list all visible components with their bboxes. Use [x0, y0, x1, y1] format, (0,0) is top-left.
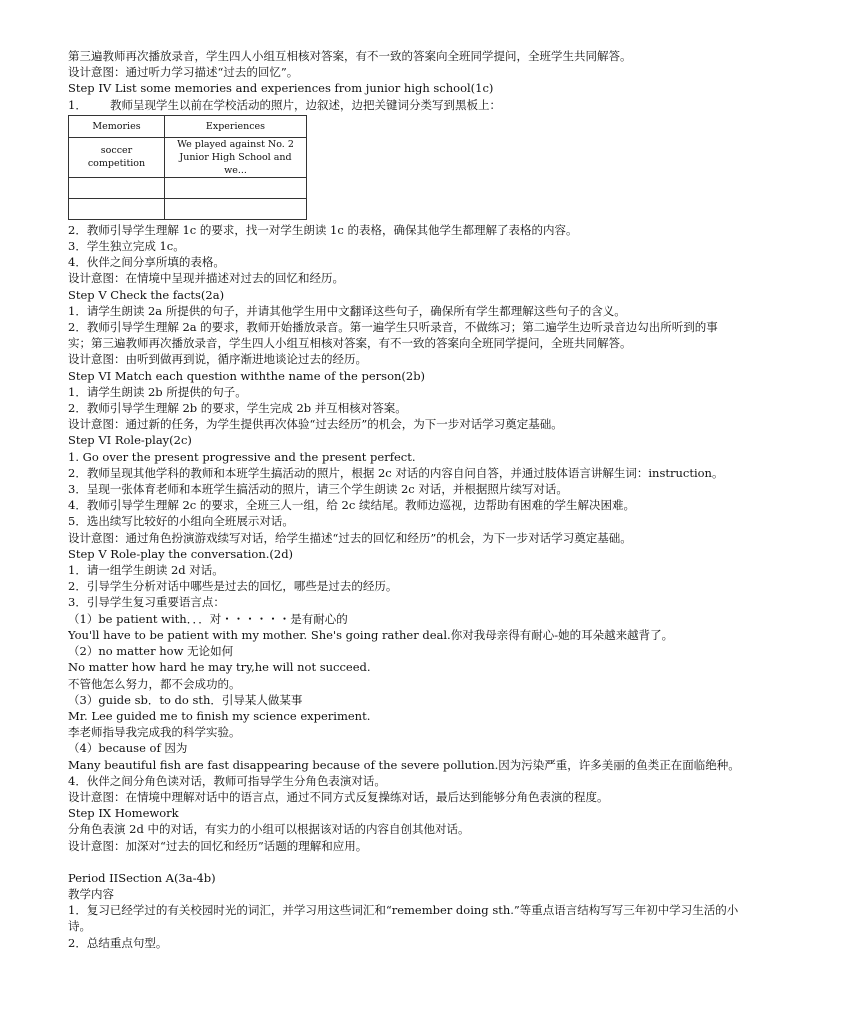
text-line: Step VI Role-play(2c) — [68, 433, 192, 448]
table-cell — [165, 177, 307, 198]
section-steps — [68, 222, 798, 854]
text-line: 设计意图：通过听力学习描述“过去的回忆”。 — [68, 65, 299, 80]
text-line: 2．教师引导学生理解 2b 的要求，学生完成 2b 并互相核对答案。 — [68, 401, 407, 416]
text-line: 2．教师呈现其他学科的教师和本班学生搞活动的照片，根据 2c 对话的内容自问自答，并通过肢体语言讲解生词：instruction。 — [68, 465, 724, 480]
text-line: 1．请学生朗读 2b 所提供的句子。 — [68, 384, 247, 399]
text-line: Step VI Match each question withthe name of the person(2b) — [68, 368, 426, 383]
text-line: 4．教师引导学生理解 2c 的要求，全班三人一组，给 2c 续结尾。教师边巡视，边帮助有困难的学生解决困难。 — [68, 498, 635, 513]
list-text: 教师呈现学生以前在学校活动的照片，边叙述，边把关键词分类写到黑板上： — [110, 97, 501, 112]
text-line: （3）guide sb．to do sth．引导某人做某事 — [68, 692, 303, 707]
text-line: （1）be patient with．．．对・・・・・・是有耐心的 — [68, 611, 348, 626]
text-line: 诗。 — [68, 919, 91, 934]
text-line: Mr. Lee guided me to finish my science experiment. — [68, 708, 371, 723]
text-line: 分角色表演 2d 中的对话，有实力的小组可以根据该对话的内容自创其他对话。 — [68, 822, 470, 837]
text-line: No matter how hard he may try,he will not succeed. — [68, 660, 371, 675]
table-cell — [165, 198, 307, 219]
text-line: 1．复习已经学过的有关校园时光的词汇，并学习用这些词汇和“remember doing sth.”等重点语言结构写写三年初中学习生活的小 — [68, 903, 739, 918]
list-number: 1． — [68, 97, 87, 112]
text-line: 1．请学生朗读 2a 所提供的句子，并请其他学生用中文翻译这些句子，确保所有学生都理解这些句子的含义。 — [68, 303, 626, 318]
table-cell: soccer competition — [69, 137, 165, 177]
text-line: Many beautiful fish are fast disappearing because of the severe pollution.因为污染严重，许多美丽的鱼类正在面临绝种。 — [68, 757, 740, 772]
text-line: 设计意图：在情境中呈现并描述对过去的回忆和经历。 — [68, 271, 344, 286]
table-cell — [69, 177, 165, 198]
text-line: You'll have to be patient with my mother. She's going rather deal.你对我母亲得有耐心-她的耳朵越来越背了。 — [68, 627, 674, 642]
document-page — [68, 48, 798, 951]
text-line: 实；第三遍教师再次播放录音，学生四人小组互相核对答案，有不一致的答案向全班同学提问，全班共同解答。 — [68, 336, 632, 351]
text-line: Step IV List some memories and experiences from junior high school(1c) — [68, 81, 494, 96]
text-line: Period IISection A(3a-4b) — [68, 870, 216, 885]
blank-line — [68, 854, 798, 870]
table-header-memories: Memories — [69, 115, 165, 137]
text-line: 3．引导学生复习重要语言点： — [68, 595, 225, 610]
text-line: Step V Role-play the conversation.(2d) — [68, 546, 294, 561]
table-cell — [69, 198, 165, 219]
table-row — [69, 198, 307, 219]
table-header-row — [69, 115, 307, 137]
text-line: 设计意图：加深对“过去的回忆和经历”话题的理解和应用。 — [68, 838, 368, 853]
text-line: 1. Go over the present progressive and the present perfect. — [68, 449, 416, 464]
table-cell: We played against No. 2 Junior High School and we... — [165, 137, 307, 177]
text-line: 李老师指导我完成我的科学实验。 — [68, 725, 241, 740]
text-line: 4．伙伴之间分角色读对话，教师可指导学生分角色表演对话。 — [68, 773, 386, 788]
text-line: 2．引导学生分析对话中哪些是过去的回忆，哪些是过去的经历。 — [68, 579, 398, 594]
text-line: 2．总结重点句型。 — [68, 935, 168, 950]
text-line: 设计意图：由听到做再到说，循序渐进地谈论过去的经历。 — [68, 352, 367, 367]
text-line: （2）no matter how 无论如何 — [68, 644, 234, 659]
table-row — [69, 137, 307, 177]
text-line: 3．学生独立完成 1c。 — [68, 239, 185, 254]
text-line: 1．请一组学生朗读 2d 对话。 — [68, 563, 224, 578]
text-line: 2．教师引导学生理解 2a 的要求，教师开始播放录音。第一遍学生只听录音，不做练习；第二遍学生边听录音边勾出所听到的事 — [68, 320, 718, 335]
text-line: 3．呈现一张体育老师和本班学生搞活动的照片，请三个学生朗读 2c 对话，并根据照片续写对话。 — [68, 482, 568, 497]
text-line: Step IX Homework — [68, 806, 179, 821]
text-line: 4．伙伴之间分享所填的表格。 — [68, 255, 225, 270]
text-line: （4）because of 因为 — [68, 741, 188, 756]
text-line: 教学内容 — [68, 886, 114, 901]
table-row — [69, 177, 307, 198]
text-line: 不管他怎么努力，都不会成功的。 — [68, 676, 241, 691]
text-line: 2．教师引导学生理解 1c 的要求，找一对学生朗读 1c 的表格，确保其他学生都理解了表格的内容。 — [68, 222, 578, 237]
text-line: 5．选出续写比较好的小组向全班展示对话。 — [68, 514, 294, 529]
memories-experiences-table — [68, 115, 307, 220]
section-period-two — [68, 870, 798, 951]
text-line: 设计意图：通过新的任务，为学生提供再次体验“过去经历”的机会，为下一步对话学习奠定基础。 — [68, 417, 563, 432]
text-line: 设计意图：通过角色扮演游戏续写对话，给学生描述“过去的回忆和经历”的机会，为下一步对话学习奠定基础。 — [68, 530, 632, 545]
text-line: Step V Check the facts(2a) — [68, 287, 225, 302]
text-line: 第三遍教师再次播放录音，学生四人小组互相核对答案，有不一致的答案向全班同学提问，全班学生共同解答。 — [68, 49, 632, 63]
text-line: 设计意图：在情境中理解对话中的语言点，通过不同方式反复操练对话，最后达到能够分角色表演的程度。 — [68, 789, 609, 804]
section-listening-review — [68, 48, 798, 97]
table-header-experiences: Experiences — [165, 115, 307, 137]
list-item-1 — [68, 97, 798, 113]
